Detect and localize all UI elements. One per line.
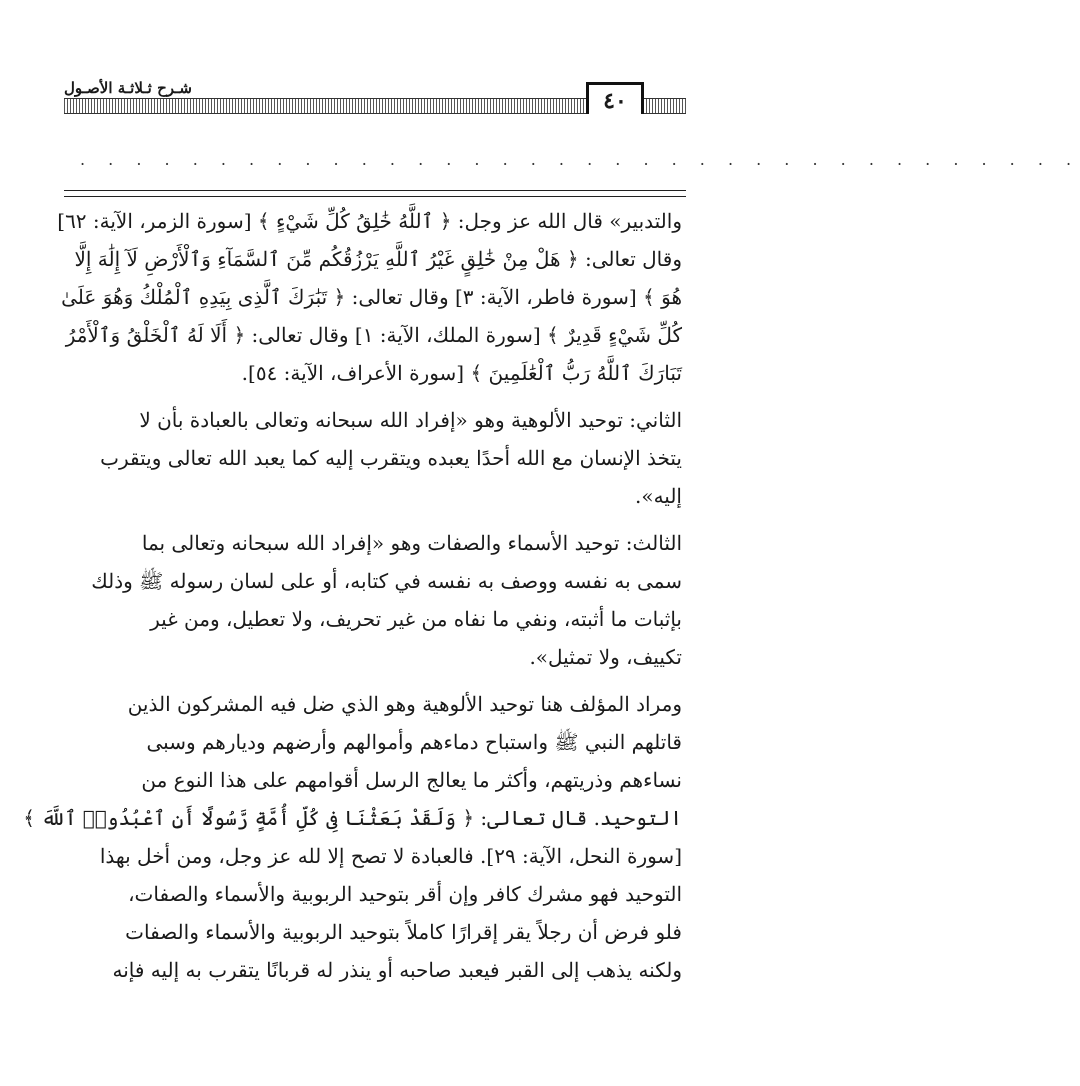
- text-line: قاتلهم النبي ﷺ واستباح دماءهم وأموالهم وأرضهم وديارهم وسبى: [146, 730, 682, 754]
- header-rule-top: [64, 190, 686, 191]
- header-rule-bottom: [64, 196, 686, 197]
- text-line: يتخذ الإنسان مع الله أحدًا يعبده ويتقرب إليه كما يعبد الله تعالى ويتقرب: [100, 446, 682, 470]
- text-line: والتدبير» قال الله عز وجل: ﴿ ٱللَّهُ خَٰلِقُ كُلِّ شَيْءٍ ﴾ [سورة الزمر، الآية: ٦٢]: [57, 209, 682, 233]
- text-line: تكييف، ولا تمثيل».: [529, 645, 682, 669]
- text-line: التوحيد فهو مشرك كافر وإن أقر بتوحيد الربوبية والأسماء والصفات،: [128, 882, 682, 906]
- text-line: سمى به نفسه ووصف به نفسه في كتابه، أو على لسان رسوله ﷺ وذلك: [91, 569, 682, 593]
- paragraph-author-intent: [23, 685, 682, 989]
- text-line: [سورة النحل، الآية: ٢٩]. فالعبادة لا تصح إلا لله عز وجل، ومن أخل بهذا: [99, 844, 682, 868]
- book-title: شـرح ثـلاثـة الأصـول: [64, 78, 198, 98]
- text-line: هُوَ ﴾ [سورة فاطر، الآية: ٣] وقال تعالى: ﴿ تَبَٰرَكَ ٱلَّذِى بِيَدِهِ ٱلْمُلْكُ وَهُوَ عَلَىٰ: [61, 285, 682, 309]
- text-line: ولكنه يذهب إلى القبر فيعبد صاحبه أو ينذر له قربانًا يتقرب به إليه فإنه: [112, 958, 682, 982]
- text-line: الثالث: توحيد الأسماء والصفات وهو «إفراد الله سبحانه وتعالى بما: [141, 531, 682, 555]
- page-header: [64, 78, 686, 114]
- text-line: نساءهم وذريتهم، وأكثر ما يعالج الرسل أقوامهم على هذا النوع من: [141, 768, 682, 792]
- page-body: [23, 202, 682, 989]
- text-line: تَبَارَكَ ٱللَّهُ رَبُّ ٱلْعَٰلَمِينَ ﴾ [سورة الأعراف، الآية: ٥٤].: [241, 361, 682, 385]
- text-line: فلو فرض أن رجلاً يقر إقرارًا كاملاً بتوحيد الربوبية والأسماء والصفات: [125, 920, 682, 944]
- text-line: الثاني: توحيد الألوهية وهو «إفراد الله سبحانه وتعالى بالعبادة بأن لا: [139, 408, 682, 432]
- text-line: كُلِّ شَيْءٍ قَدِيرٌ ﴾ [سورة الملك، الآية: ١] وقال تعالى: ﴿ أَلَا لَهُ ٱلْخَلْقُ وَٱلْأَمْرُ: [65, 323, 682, 347]
- text-line: إليه».: [634, 484, 682, 508]
- text-line: بإثبات ما أثبته، ونفي ما نفاه من غير تحريف، ولا تعطيل، ومن غير: [150, 607, 682, 631]
- paragraph-tawhid-asma-sifat: [70, 524, 682, 676]
- dotted-separator: . . . . . . . . . . . . . . . . . . . . . . . . . . . . . . . . . . . .: [80, 150, 1080, 169]
- page-number: ٤٠: [586, 82, 644, 114]
- paragraph-quran-verses: [57, 202, 682, 392]
- paragraph-tawhid-uluhiyya: [70, 401, 682, 515]
- text-line: وقال تعالى: ﴿ هَلْ مِنْ خَٰلِقٍ غَيْرُ ٱللَّهِ يَرْزُقُكُم مِّنَ ٱلسَّمَآءِ وَٱلْأَرْضِ لَآ إِلَٰهَ إِلَّا: [74, 247, 682, 271]
- text-line: ومراد المؤلف هنا توحيد الألوهية وهو الذي ضل فيه المشركون الذين: [127, 692, 682, 716]
- text-line: التوحيد. قال تعالى: ﴿ وَلَقَدْ بَعَثْنَا فِى كُلِّ أُمَّةٍ رَّسُولًا أَنِ ٱعْبُدُوا۟ ٱللَّهَ ﴾: [23, 806, 682, 830]
